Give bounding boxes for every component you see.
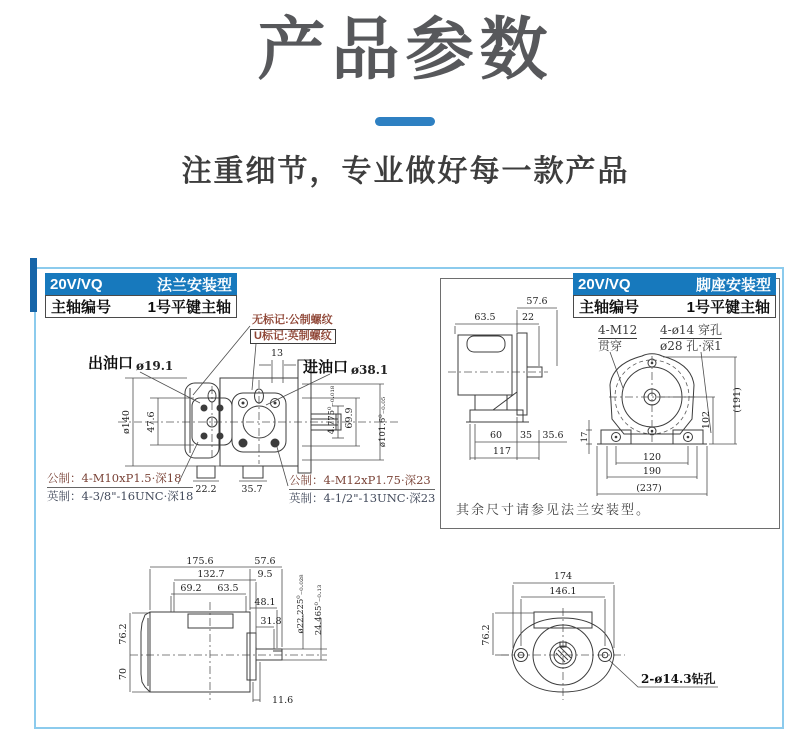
thread-note-no-mark: 无标记:公制螺纹 bbox=[252, 314, 333, 326]
dim-label: (237) bbox=[636, 483, 662, 494]
inlet-thread-metric: 公制：4-M12xP1.75·深23 bbox=[289, 472, 435, 490]
dimension-lines bbox=[125, 326, 384, 486]
dim-label: 63.5 bbox=[474, 312, 496, 323]
inlet-thread-note bbox=[289, 472, 435, 506]
centerlines bbox=[501, 608, 625, 700]
dim-label: 175.6 bbox=[186, 556, 214, 567]
foot-header bbox=[573, 273, 776, 318]
flange-shaft-value: 1号平键主轴 bbox=[147, 299, 231, 316]
flange-header-white-row bbox=[45, 295, 237, 318]
dim-label: 31.8 bbox=[260, 616, 282, 627]
foot-section-note: 其余尺寸请参见法兰安装型。 bbox=[456, 503, 652, 518]
dim-label: 102 bbox=[701, 410, 712, 430]
dim-label: (191) bbox=[732, 387, 743, 413]
dim-label: 9.5 bbox=[257, 569, 273, 580]
inlet-thread-imperial: 英制：4-1/2"-13UNC·深23 bbox=[289, 491, 436, 505]
dim-label: 69.2 bbox=[180, 583, 202, 594]
foot-mount-type: 脚座安装型 bbox=[695, 276, 771, 294]
outlet-thread-note bbox=[47, 470, 193, 504]
flange-header bbox=[45, 273, 237, 318]
dim-label: 35.7 bbox=[241, 484, 263, 495]
dim-label: 24.465⁰₋₀.₁₃ bbox=[314, 584, 324, 636]
page-title: 产品参数 bbox=[257, 12, 554, 88]
inlet-label-text: 进油口 bbox=[303, 359, 349, 376]
foot-shaft-value: 1号平键主轴 bbox=[686, 299, 770, 316]
dim-label: 132.7 bbox=[197, 569, 225, 580]
title-divider bbox=[375, 117, 435, 126]
foot-bolt-annotation-line2: 贯穿 bbox=[598, 339, 623, 353]
thread-note-u-mark: U标记:英制螺纹 bbox=[250, 329, 336, 344]
foot-mount-side-view-drawing bbox=[445, 290, 580, 470]
dim-label: 120 bbox=[642, 452, 662, 463]
inlet-diameter-text: ø38.1 bbox=[351, 363, 389, 377]
foot-shaft-label: 主轴编号 bbox=[579, 299, 640, 316]
outlet-port-label bbox=[88, 352, 173, 373]
dim-label: 22 bbox=[521, 312, 535, 323]
hole-annotation: 2-ø14.3钻孔 bbox=[641, 672, 716, 686]
dim-label: 48.1 bbox=[254, 597, 276, 608]
page-subtitle: 注重细节，专业做好每一款产品 bbox=[181, 155, 630, 188]
dim-label: 117 bbox=[492, 446, 512, 457]
foot-hole-annotation bbox=[660, 323, 722, 353]
dim-label: 69.9 bbox=[344, 407, 355, 429]
dim-label: 57.6 bbox=[254, 556, 276, 567]
foot-hole-annotation-line2: ø28 孔·深1 bbox=[660, 339, 722, 353]
foot-header-blue-row bbox=[573, 273, 776, 295]
dim-label: ø101.6⁰₋₀.₀₅ bbox=[378, 396, 388, 448]
dim-label: 76.2 bbox=[118, 623, 129, 645]
foot-hole-annotation-line1: 4-ø14 穿孔 bbox=[660, 323, 722, 337]
flange-model: 20V/VQ bbox=[50, 275, 103, 293]
flange-shaft-label: 主轴编号 bbox=[51, 299, 112, 316]
outlet-diameter-text: ø19.1 bbox=[136, 359, 174, 373]
left-accent-bar bbox=[30, 258, 37, 312]
foot-bolt-annotation bbox=[598, 323, 637, 353]
dim-label: 60 bbox=[489, 430, 503, 441]
dimension-lines bbox=[586, 352, 737, 496]
dim-label: 63.5 bbox=[217, 583, 239, 594]
dim-label: 35.6 bbox=[542, 430, 564, 441]
flange-mount-type: 法兰安装型 bbox=[156, 276, 232, 294]
outlet-label-text: 出油口 bbox=[88, 355, 134, 372]
flange-side-view-drawing bbox=[105, 552, 360, 727]
dim-label: 174 bbox=[553, 571, 573, 582]
dim-label: 70 bbox=[118, 667, 129, 681]
foot-model: 20V/VQ bbox=[578, 275, 631, 293]
flange-header-blue-row bbox=[45, 273, 237, 295]
dim-label: 57.6 bbox=[526, 296, 548, 307]
dim-label: ø22.225⁰₋₀.₀₂₈ bbox=[296, 574, 306, 634]
dim-label: ø140 bbox=[121, 410, 132, 434]
dim-label: 35 bbox=[519, 430, 533, 441]
inlet-port-label bbox=[303, 356, 388, 377]
dim-label: 17 bbox=[580, 431, 590, 443]
outlet-thread-metric: 公制：4-M10xP1.5·深18 bbox=[47, 470, 193, 488]
dim-label: 13 bbox=[270, 348, 284, 359]
dim-label: 146.1 bbox=[549, 586, 577, 597]
pump-outline bbox=[458, 333, 542, 422]
dim-label: 76.2 bbox=[481, 624, 492, 646]
foot-bolt-annotation-line1: 4-M12 bbox=[598, 323, 638, 337]
dim-label: 190 bbox=[642, 466, 662, 477]
outlet-thread-imperial: 英制：4-3/8"-16UNC·深18 bbox=[47, 489, 194, 503]
dim-label: 22.2 bbox=[195, 484, 217, 495]
dim-label: 47.6 bbox=[146, 411, 157, 433]
dim-label: 4.775⁰₋₀.₀₁₈ bbox=[327, 385, 337, 435]
foot-header-white-row bbox=[573, 295, 776, 318]
dim-label: 11.6 bbox=[272, 695, 294, 706]
flange-rear-view-drawing bbox=[475, 556, 765, 726]
